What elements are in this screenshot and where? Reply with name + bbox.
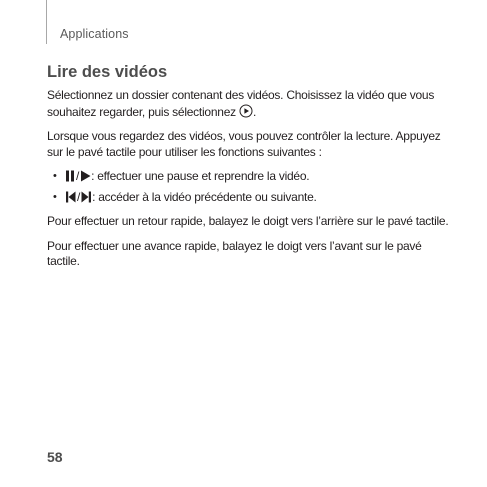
icon-separator: / xyxy=(77,189,81,204)
paragraph-forward: Pour effectuer une avance rapide, balayez le doigt vers l’avant sur le pavé tactile. xyxy=(47,238,422,268)
pause-icon xyxy=(65,170,75,182)
paragraph-intro-end: . xyxy=(252,104,257,119)
bullet-marker: • xyxy=(53,170,57,182)
icon-separator: / xyxy=(76,169,80,183)
paragraph-controls: Lorsque vous regardez des vidéos, vous pouvez contrôler la lecture. Appuyez sur le pavé tactile pour utiliser les fonctions suivantes : xyxy=(47,129,441,159)
page-title: Lire des vidéos xyxy=(47,63,168,81)
body-content xyxy=(47,88,452,279)
list-item-text: : accéder à la vidéo précédente ou suivante. xyxy=(92,189,317,204)
bullet-marker: • xyxy=(53,190,57,203)
list-item-text: : effectuer une pause et reprendre la vidéo. xyxy=(91,169,310,183)
paragraph-rewind: Pour effectuer un retour rapide, balayez le doigt vers l’arrière sur le pavé tactile. xyxy=(47,214,449,228)
page-number: 58 xyxy=(47,449,63,465)
list-item xyxy=(47,169,452,185)
play-icon xyxy=(80,170,91,182)
paragraph-intro xyxy=(47,88,452,120)
header-divider xyxy=(46,0,47,44)
list-item xyxy=(47,190,452,206)
play-circle-icon xyxy=(239,104,253,118)
section-header: Applications xyxy=(60,27,129,41)
paragraph-intro-text: Sélectionnez un dossier contenant des vidéos. Choisissez la vidéo que vous souhaitez regarder, puis sélectionnez xyxy=(47,88,435,119)
controls-list xyxy=(47,169,452,205)
skip-next-icon xyxy=(81,191,92,203)
skip-previous-icon xyxy=(65,191,76,203)
